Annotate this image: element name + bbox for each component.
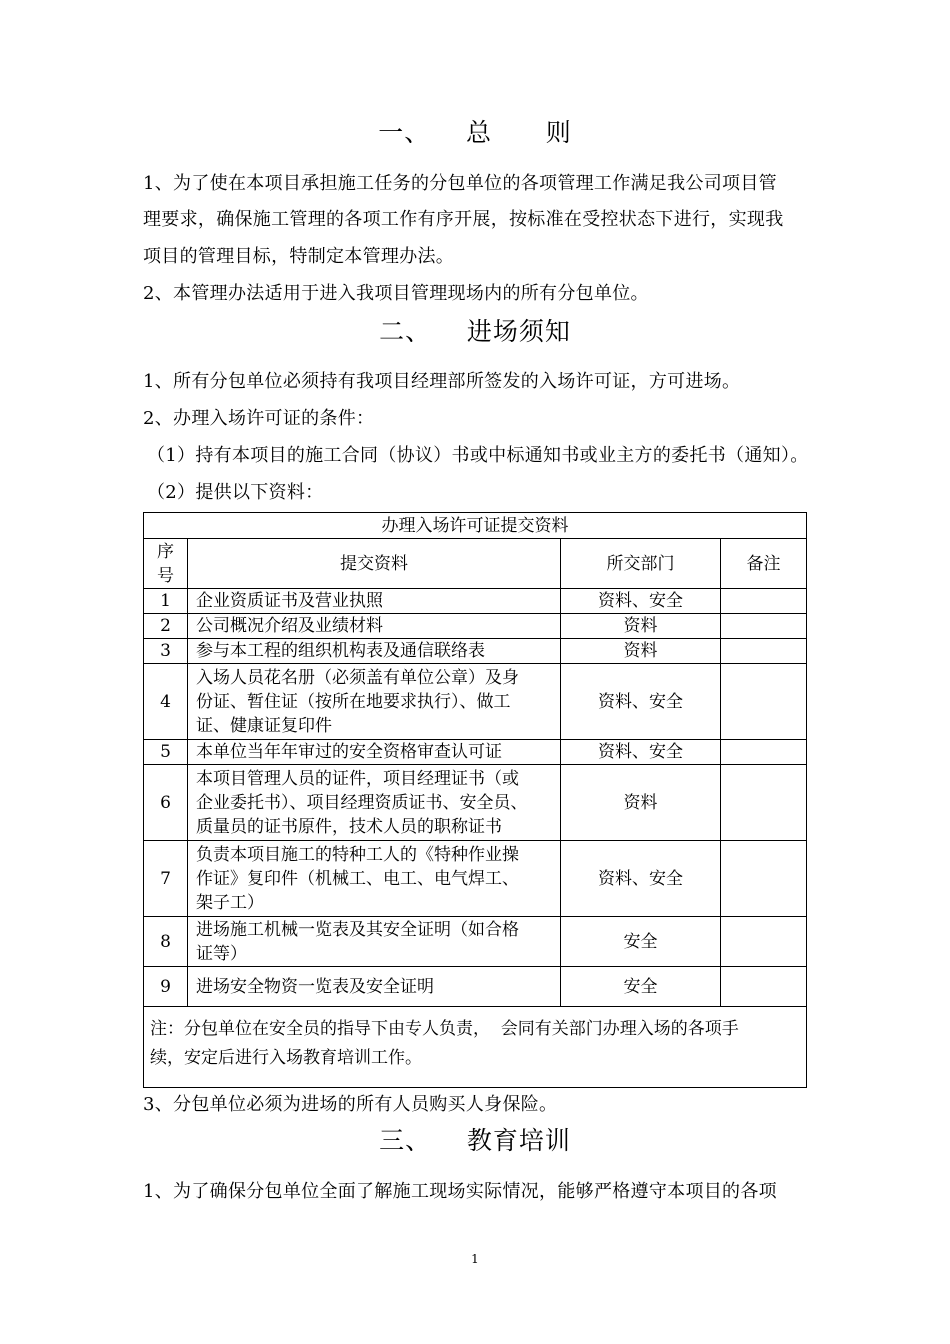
row-dept: 资料、安全 — [561, 664, 721, 740]
row-material — [188, 917, 561, 967]
row-dept: 资料 — [561, 765, 721, 841]
row-material-line: 进场施工机械一览表及其安全证明（如合格 — [196, 919, 519, 940]
header-seq — [144, 539, 188, 589]
section-1-para-2: 2、本管理办法适用于进入我项目管理现场内的所有分包单位。 — [143, 283, 649, 304]
section-1-para-1-line-3: 项目的管理目标，特制定本管理办法。 — [143, 246, 455, 267]
table-row — [144, 740, 807, 765]
header-seq-line-1: 序 — [157, 541, 174, 562]
row-dept: 安全 — [561, 917, 721, 967]
row-seq: 7 — [144, 841, 188, 917]
submission-table — [143, 512, 807, 1088]
section-1-heading: 一、 总 则 — [378, 118, 572, 147]
row-material: 企业资质证书及营业执照 — [188, 589, 561, 614]
row-material-line: 证、健康证复印件 — [196, 715, 332, 736]
row-remark — [721, 765, 807, 841]
row-remark — [721, 740, 807, 765]
table-header-row — [144, 539, 807, 589]
row-seq: 9 — [144, 967, 188, 1007]
table-note — [144, 1007, 807, 1088]
section-2-item-3: 3、分包单位必须为进场的所有人员购买人身保险。 — [143, 1094, 558, 1115]
row-material-line: 份证、暂住证（按所在地要求执行）、做工 — [196, 691, 511, 712]
section-2-item-2: 2、办理入场许可证的条件： — [143, 408, 375, 429]
table-row — [144, 841, 807, 917]
row-material-line: 质量员的证书原件，技术人员的职称证书 — [196, 816, 502, 837]
table-row — [144, 765, 807, 841]
row-remark — [721, 614, 807, 639]
row-seq: 6 — [144, 765, 188, 841]
row-remark — [721, 841, 807, 917]
row-dept: 资料、安全 — [561, 740, 721, 765]
row-dept: 资料、安全 — [561, 841, 721, 917]
table-note-line-1: 注：分包单位在安全员的指导下由专人负责， 会同有关部门办理入场的各项手 — [150, 1019, 739, 1039]
row-seq: 4 — [144, 664, 188, 740]
row-seq: 2 — [144, 614, 188, 639]
header-seq-line-2: 号 — [157, 565, 174, 586]
header-material: 提交资料 — [188, 539, 561, 589]
row-dept: 资料 — [561, 614, 721, 639]
header-remark: 备注 — [721, 539, 807, 589]
row-material-line: 入场人员花名册（必须盖有单位公章）及身 — [196, 667, 519, 688]
table-note-row — [144, 1007, 807, 1088]
section-1-para-1-line-1: 1、为了使在本项目承担施工任务的分包单位的各项管理工作满足我公司项目管 — [143, 173, 777, 194]
table-row — [144, 639, 807, 664]
row-material-line: 本项目管理人员的证件，项目经理证书（或 — [196, 768, 519, 789]
row-material — [188, 664, 561, 740]
row-dept: 资料 — [561, 639, 721, 664]
page-number: 1 — [471, 1252, 479, 1266]
table-row — [144, 589, 807, 614]
table-title: 办理入场许可证提交资料 — [144, 513, 807, 539]
row-remark — [721, 639, 807, 664]
row-remark — [721, 917, 807, 967]
row-material: 本单位当年年审过的安全资格审查认可证 — [188, 740, 561, 765]
row-material-line: 证等） — [196, 943, 247, 964]
table-row — [144, 614, 807, 639]
header-dept: 所交部门 — [561, 539, 721, 589]
row-material — [188, 765, 561, 841]
row-material: 公司概况介绍及业绩材料 — [188, 614, 561, 639]
table-row — [144, 967, 807, 1007]
row-seq: 3 — [144, 639, 188, 664]
row-material-line: 架子工） — [196, 892, 264, 913]
section-2-item-1: 1、所有分包单位必须持有我项目经理部所签发的入场许可证，方可进场。 — [143, 371, 741, 392]
section-3-heading: 三、 教育培训 — [379, 1126, 571, 1155]
table-title-row — [144, 513, 807, 539]
row-seq: 8 — [144, 917, 188, 967]
row-material: 参与本工程的组织机构表及通信联络表 — [188, 639, 561, 664]
section-3-para-1-line-1: 1、为了确保分包单位全面了解施工现场实际情况，能够严格遵守本项目的各项 — [143, 1181, 777, 1202]
row-remark — [721, 967, 807, 1007]
section-2-item-2-1: （1）持有本项目的施工合同（协议）书或中标通知书或业主方的委托书（通知）。 — [147, 445, 809, 466]
section-2-item-2-2: （2）提供以下资料： — [147, 482, 324, 503]
row-seq: 1 — [144, 589, 188, 614]
row-remark — [721, 664, 807, 740]
table-row — [144, 917, 807, 967]
table-row — [144, 664, 807, 740]
row-material-line: 企业委托书）、项目经理资质证书、安全员、 — [196, 792, 528, 813]
row-material: 进场安全物资一览表及安全证明 — [188, 967, 561, 1007]
row-remark — [721, 589, 807, 614]
section-1-para-1-line-2: 理要求，确保施工管理的各项工作有序开展，按标准在受控状态下进行，实现我 — [143, 209, 784, 230]
row-dept: 资料、安全 — [561, 589, 721, 614]
row-material-line: 作证》复印件（机械工、电工、电气焊工、 — [196, 868, 519, 889]
row-material — [188, 841, 561, 917]
row-seq: 5 — [144, 740, 188, 765]
table-note-line-2: 续，安定后进行入场教育培训工作。 — [150, 1048, 422, 1068]
row-dept: 安全 — [561, 967, 721, 1007]
row-material-line: 负责本项目施工的特种工人的《特种作业操 — [196, 844, 519, 865]
section-2-heading: 二、 进场须知 — [379, 317, 571, 346]
